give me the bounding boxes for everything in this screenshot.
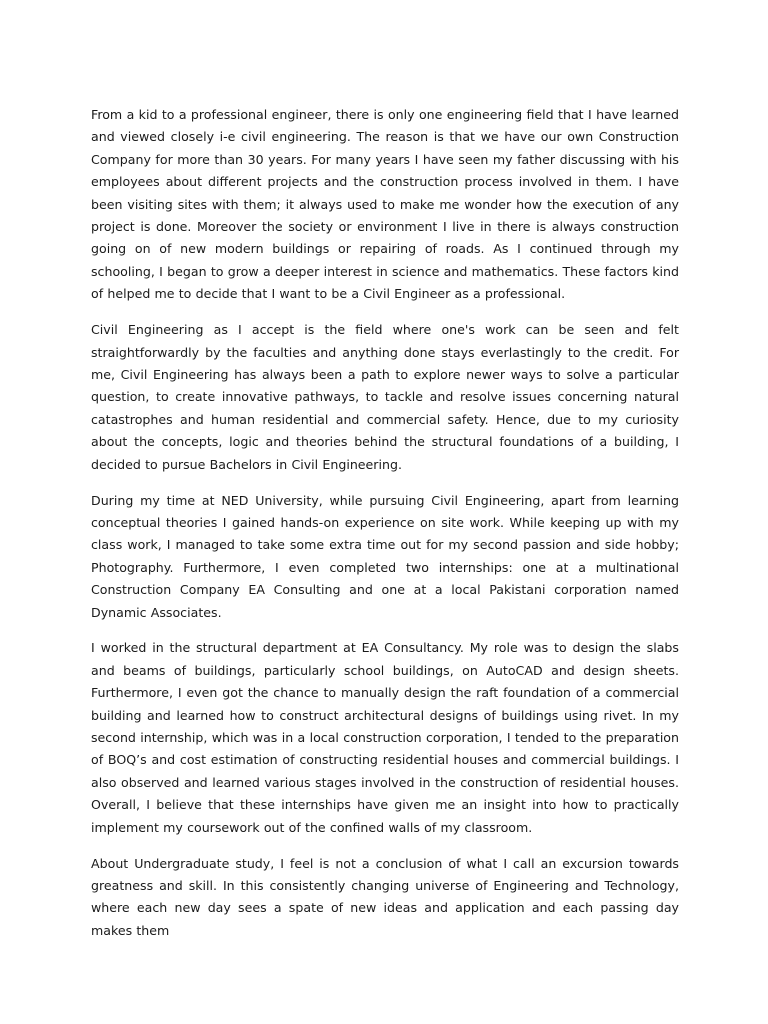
document-body xyxy=(91,104,679,956)
paragraph-undergraduate: About Undergraduate study, I feel is not a conclusion of what I call an excursion towards greatness and skill. In this consistently changing universe of Engineering and Technology, where each new day sees a spate of new ideas and application and each passing day makes them xyxy=(91,855,679,938)
paragraph-university: During my time at NED University, while pursuing Civil Engineering, apart from learning conceptual theories I gained hands-on experience on site work. While keeping up with my class work, I managed to take some extra time out for my second passion and side hobby; Photography. Furthermore, I even completed two internships: one at a multinational Construction Company EA Consulting and one at a local Pakistani corporation named Dynamic Associates. xyxy=(91,492,679,620)
paragraph-why-civil: Civil Engineering as I accept is the field where one's work can be seen and felt straightforwardly by the faculties and anything done stays everlastingly to the credit. For me, Civil Engineering has always been a path to explore newer ways to solve a particular question, to create innovative pathways, to tackle and resolve issues concerning natural catastrophes and human residential and commercial safety. Hence, due to my curiosity about the concepts, logic and theories behind the structural foundations of a building, I decided to pursue Bachelors in Civil Engineering. xyxy=(91,322,679,472)
paragraph-internships: I worked in the structural department at EA Consultancy. My role was to design the slabs and beams of buildings, particularly school buildings, on AutoCAD and design sheets. Furthermore, I even got the chance to manually design the raft foundation of a commercial building and learned how to construct architectural designs of buildings using rivet. In my second internship, which was in a local construction corporation, I tended to the preparation of BOQ’s and cost estimation of constructing residential houses and commercial buildings. I also observed and learned various stages involved in the construction of residential houses. Overall, I believe that these internships have given me an insight into how to practically implement my coursework out of the confined walls of my classroom. xyxy=(91,640,679,835)
paragraph-childhood: From a kid to a professional engineer, there is only one engineering field that I have learned and viewed closely i-e civil engineering. The reason is that we have our own Construction Company for more than 30 years. For many years I have seen my father discussing with his employees about different projects and the construction process involved in them. I have been visiting sites with them; it always used to make me wonder how the execution of any project is done. Moreover the society or environment I live in there is always construction going on of new modern buildings or repairing of roads. As I continued through my schooling, I began to grow a deeper interest in science and mathematics. These factors kind of helped me to decide that I want to be a Civil Engineer as a professional. xyxy=(91,107,679,302)
